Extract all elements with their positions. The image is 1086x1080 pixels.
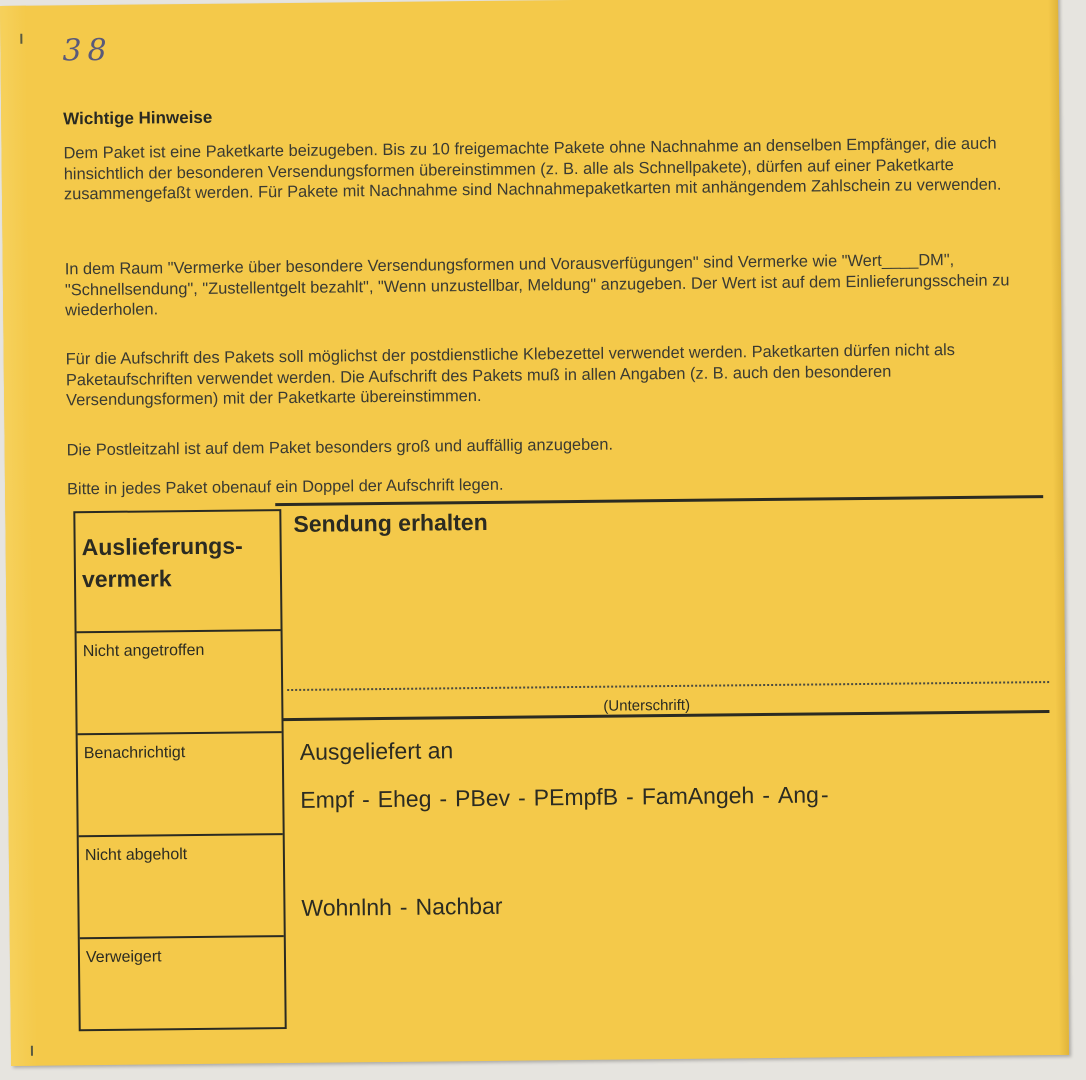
card-right-edge: [1048, 0, 1069, 1055]
delivered-to-label: Ausgeliefert an: [299, 737, 454, 765]
hints-title: Wichtige Hinweise: [63, 107, 213, 129]
recipient-option[interactable]: Empf: [300, 786, 355, 813]
dash-separator: -: [439, 785, 448, 812]
received-label: Sendung erhalten: [293, 508, 488, 537]
dash-separator: -: [625, 783, 634, 810]
cell-not-collected[interactable]: [79, 833, 284, 935]
cell-not-collected-label: Nicht abgeholt: [84, 846, 188, 865]
delivery-note-title: [82, 529, 244, 595]
dash-separator: -: [361, 786, 370, 813]
handwritten-number: 38: [62, 32, 113, 69]
signature-label: (Unterschrift): [603, 696, 691, 715]
hint-paragraph-1: Dem Paket ist eine Paketkarte beizugeben. Bis zu 10 freigemachte Pakete ohne Nachnahme an denselben Empfänger, die auch hinsichtlich der besonderen Versendungsformen übereinstimmen (z. B. alle als Schnellpakete), dürfen auf einer Paketkarte zusammengefaßt werden. Für Pakete mit Nachnahme sind Nachnahmepaketkarten mit anhängendem Zahlschein zu verwenden.: [63, 134, 1002, 204]
recipients-line-2: [301, 893, 502, 922]
hint-paragraph-2: In dem Raum "Vermerke über besondere Versendungsformen und Vorausverfügungen" sind Vermerke wie "Wert____DM", "Schnellsendung", "Zustellentgelt bezahlt", "Wenn unzustellbar, Meldung" anzugeben. Der Wert ist auf dem Einlieferungsschein zu wiederholen.: [64, 251, 1010, 320]
recipients-line-1: [300, 781, 837, 814]
delivery-note-title-line2: vermerk: [81, 565, 172, 593]
dash-separator: -: [517, 784, 526, 811]
dash-separator: -: [762, 781, 771, 809]
binding-mark: [31, 1046, 33, 1056]
dash-separator: -: [820, 781, 829, 808]
recipient-option[interactable]: FamAngeh: [641, 782, 755, 810]
hint-paragraph-5: Bitte in jedes Paket obenauf ein Doppel der Aufschrift legen.: [66, 475, 504, 499]
delivery-note-box: [73, 509, 286, 1031]
card-left-edge: [0, 6, 37, 1066]
recipient-option[interactable]: Eheg: [377, 785, 432, 813]
cell-refused[interactable]: [80, 935, 285, 1033]
cell-refused-label: Verweigert: [85, 948, 162, 967]
delivery-note-title-line1: Auslieferungs-: [81, 532, 243, 561]
cell-not-found-label: Nicht angetroffen: [82, 641, 205, 661]
recipient-option[interactable]: Wohnlnh: [301, 893, 392, 921]
recipient-option[interactable]: Nachbar: [415, 892, 503, 920]
cell-notified-label: Benachrichtigt: [83, 744, 186, 763]
hint-paragraph-4: Die Postleitzahl ist auf dem Paket besonders groß und auffällig anzugeben.: [66, 435, 614, 460]
form-top-rule: [275, 495, 1043, 506]
dash-separator: -: [399, 893, 408, 920]
hint-paragraph-3: Für die Aufschrift des Pakets soll möglichst der postdienstliche Klebezettel verwendet werden. Paketkarten dürfen nicht als Paketaufschriften verwendet werden. Die Aufschrift des Pakets muß in allen Angaben (z. B. auch den besonderen Versendungsformen) mit der Paketkarte übereinstimmen.: [65, 341, 955, 410]
binding-mark: [20, 34, 22, 44]
recipient-option[interactable]: PBev: [454, 784, 511, 812]
cell-notified[interactable]: [78, 731, 283, 833]
recipient-option[interactable]: PEmpfB: [533, 783, 619, 811]
cell-not-found[interactable]: [77, 629, 282, 731]
recipient-option[interactable]: Ang: [777, 781, 820, 808]
signature-line[interactable]: [287, 681, 1049, 691]
